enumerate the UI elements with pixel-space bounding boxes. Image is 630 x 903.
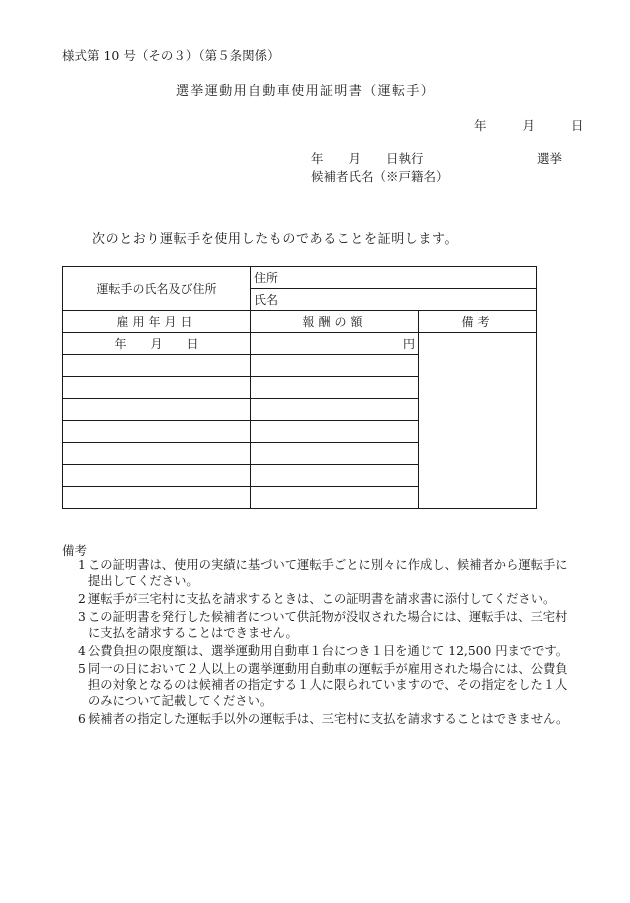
note-text: 公費負担の限度額は、選挙運動用自動車１台につき１日を通じて 12,500 円までです。 bbox=[88, 644, 569, 658]
note-item bbox=[62, 557, 572, 589]
compensation-cell[interactable]: 円 bbox=[251, 333, 419, 355]
employment-date-cell[interactable]: 年 月 日 bbox=[63, 333, 251, 355]
compensation-cell[interactable] bbox=[251, 355, 419, 377]
date-year-label: 年 bbox=[474, 118, 487, 133]
note-text: 同一の日において２人以上の選挙運動用自動車の運転手が雇用された場合には、公費負担の対象となるのは候補者の指定する１人に限られていますので、その指定をした１人のみについて記載してください。 bbox=[88, 662, 568, 708]
note-number: 4 bbox=[78, 644, 86, 658]
name-cell[interactable] bbox=[251, 289, 537, 311]
issue-date bbox=[474, 116, 583, 134]
compensation-cell[interactable] bbox=[251, 465, 419, 487]
note-number: 3 bbox=[78, 610, 86, 624]
name-label: 氏名 bbox=[254, 293, 279, 307]
column-header-remarks: 備考 bbox=[419, 311, 537, 333]
note-number: 5 bbox=[78, 662, 86, 676]
date-day-label: 日 bbox=[570, 118, 584, 133]
note-text: この証明書は、使用の実績に基づいて運転手ごとに別々に作成し、候補者から運転手に提出してください。 bbox=[88, 558, 568, 588]
note-number: 6 bbox=[78, 712, 86, 726]
note-text: 運転手が三宅村に支払を請求するときは、この証明書を請求書に添付してください。 bbox=[88, 592, 556, 606]
employment-date-cell[interactable] bbox=[63, 399, 251, 421]
employment-date-cell[interactable] bbox=[63, 421, 251, 443]
employment-date-cell[interactable] bbox=[63, 487, 251, 509]
note-item bbox=[62, 711, 572, 727]
form-number: 様式第 10 号（その３）（第５条関係） bbox=[62, 48, 280, 63]
compensation-cell[interactable] bbox=[251, 399, 419, 421]
note-item bbox=[62, 661, 572, 709]
compensation-cell[interactable] bbox=[251, 421, 419, 443]
address-label: 住所 bbox=[254, 271, 279, 285]
driver-label-cell: 運転手の氏名及び住所 bbox=[63, 267, 251, 311]
compensation-cell[interactable] bbox=[251, 377, 419, 399]
document-title: 選挙運動用自動車使用証明書（運転手） bbox=[176, 84, 436, 99]
certification-statement: 次のとおり運転手を使用したものであることを証明します。 bbox=[92, 232, 459, 247]
note-item bbox=[62, 643, 572, 659]
compensation-cell[interactable] bbox=[251, 487, 419, 509]
compensation-cell[interactable] bbox=[251, 443, 419, 465]
address-cell[interactable] bbox=[251, 267, 537, 289]
note-item bbox=[62, 591, 572, 607]
candidate-name-label: 候補者氏名（※戸籍名） bbox=[311, 169, 449, 184]
remarks-cell[interactable] bbox=[419, 333, 537, 509]
note-number: 2 bbox=[78, 592, 86, 606]
employment-date-cell[interactable] bbox=[63, 377, 251, 399]
note-item bbox=[62, 609, 572, 641]
date-month-label: 月 bbox=[522, 118, 535, 133]
employment-date-cell[interactable] bbox=[63, 355, 251, 377]
column-header-compensation: 報酬の額 bbox=[251, 311, 419, 333]
note-text: 候補者の指定した運転手以外の運転手は、三宅村に支払を請求することはできません。 bbox=[88, 712, 569, 726]
election-date: 年 月 日執行 bbox=[311, 151, 424, 166]
notes-list bbox=[62, 557, 572, 729]
usage-table bbox=[62, 266, 537, 509]
note-text: この証明書を発行した候補者について供託物が没収された場合には、運転手は、三宅村に支払を請求することはできません。 bbox=[88, 610, 568, 640]
column-header-employment-date: 雇用年月日 bbox=[63, 311, 251, 333]
notes-heading: 備考 bbox=[62, 543, 88, 558]
note-number: 1 bbox=[78, 558, 86, 572]
employment-date-cell[interactable] bbox=[63, 465, 251, 487]
employment-date-cell[interactable] bbox=[63, 443, 251, 465]
election-suffix: 選挙 bbox=[537, 151, 563, 166]
